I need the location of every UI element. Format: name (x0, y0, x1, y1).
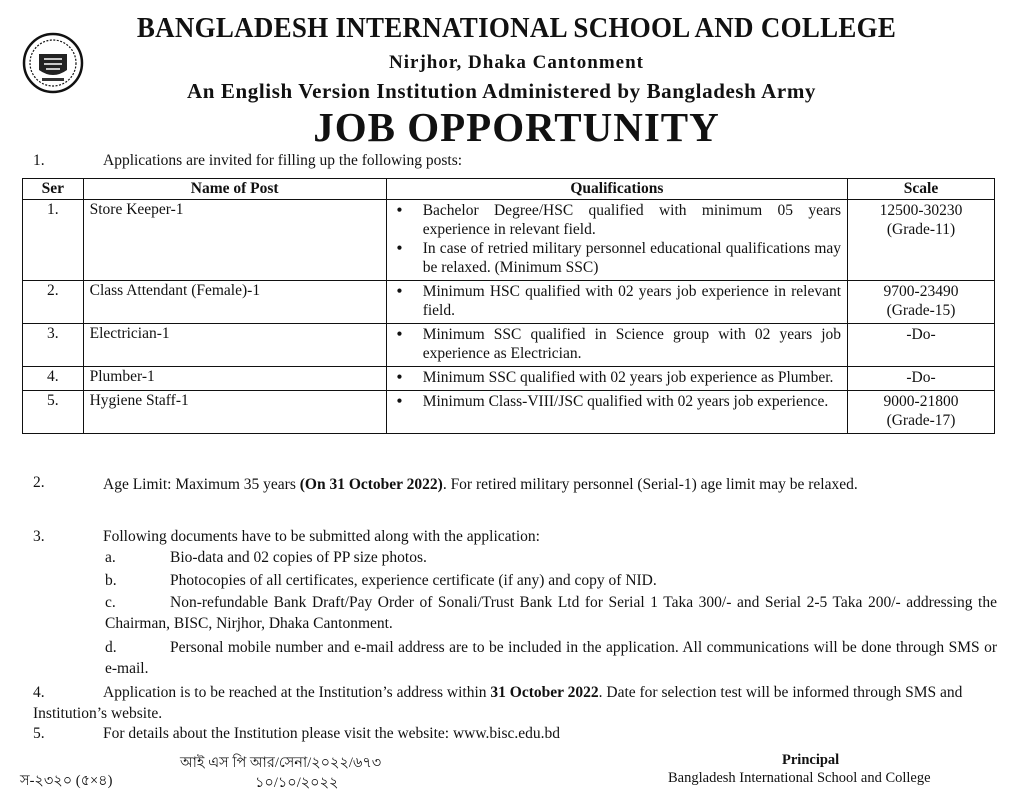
row-scale (848, 324, 995, 367)
signatory-title: Principal (782, 752, 840, 768)
school-name: BANGLADESH INTERNATIONAL SCHOOL AND COLLEGE (136, 12, 897, 44)
qualification-item: • Minimum Class-VIII/JSC qualified with 02 years job experience. (393, 392, 841, 411)
intro-text: Applications are invited for filling up the following posts: (103, 152, 463, 169)
table-header-row (23, 179, 995, 200)
scale-grade: (Grade-11) (886, 221, 956, 238)
age-limit-date: (On 31 October 2022) (299, 476, 443, 493)
ispr-reference: আই এস পি আর/সেনা/২০২২/৬৭৩ (180, 755, 382, 771)
scale-grade: (Grade-17) (886, 412, 956, 429)
row-post: Class Attendant (Female)-1 (83, 281, 386, 324)
doc-item-letter: a. (105, 549, 116, 566)
doc-item-text: Bio-data and 02 copies of PP size photos. (170, 549, 427, 566)
table-row (23, 391, 995, 434)
table-row (23, 200, 995, 281)
row-scale (848, 367, 995, 391)
age-limit-number: 2. (33, 474, 45, 491)
signatory-organization: Bangladesh International School and College (668, 770, 931, 786)
ad-date: ১০/১০/২০২২ (255, 775, 339, 791)
website-number: 5. (33, 725, 45, 742)
row-qualifications (386, 391, 847, 434)
row-ser: 3. (23, 324, 84, 367)
doc-item-letter: b. (105, 572, 117, 589)
header-ser: Ser (23, 179, 84, 200)
intro-number: 1. (33, 152, 45, 169)
row-ser: 1. (23, 200, 84, 281)
header-scale: Scale (848, 179, 995, 200)
row-qualifications (386, 200, 847, 281)
doc-item-letter: d. (105, 639, 117, 656)
school-subtitle: An English Version Institution Administered by Bangladesh Army (186, 79, 817, 103)
doc-item-d (105, 637, 997, 679)
documents-number: 3. (33, 528, 45, 545)
row-post: Store Keeper-1 (83, 200, 386, 281)
doc-item-text: Non-refundable Bank Draft/Pay Order of Sonali/Trust Bank Ltd for Serial 1 Taka 300/- and Serial 2-5 Taka 200/- addressing the Chairman, BISC, Nirjhor, Dhaka Cantonment. (105, 594, 997, 632)
table-row (23, 324, 995, 367)
row-post: Electrician-1 (83, 324, 386, 367)
row-post: Hygiene Staff-1 (83, 391, 386, 434)
application-deadline: 31 October 2022 (490, 684, 599, 701)
table-row (23, 367, 995, 391)
qualification-item: • In case of retried military personnel educational qualifications may be relaxed. (Minimum SSC) (393, 239, 841, 277)
website-text: For details about the Institution please visit the website: www.bisc.edu.bd (103, 725, 561, 742)
qualification-item: • Minimum HSC qualified with 02 years job experience in relevant field. (393, 282, 841, 320)
row-ser: 4. (23, 367, 84, 391)
qualification-item: • Minimum SSC qualified in Science group with 02 years job experience as Electrician. (393, 325, 841, 363)
row-scale (848, 391, 995, 434)
age-limit-note: . For retired military personnel (Serial-1) age limit may be relaxed. (442, 476, 858, 493)
application-number: 4. (33, 684, 45, 701)
school-location: Nirjhor, Dhaka Cantonment (389, 52, 644, 73)
age-limit-paragraph (103, 474, 998, 495)
ad-code: স-২৩২০ (৫×৪) (20, 773, 113, 789)
doc-item-letter: c. (105, 594, 116, 611)
header-post: Name of Post (83, 179, 386, 200)
row-ser: 2. (23, 281, 84, 324)
scale-range: 9000-21800 (883, 393, 959, 410)
doc-item-c (105, 592, 997, 634)
row-ser: 5. (23, 391, 84, 434)
age-limit-text: Age Limit: Maximum 35 years (103, 476, 300, 493)
row-qualifications (386, 324, 847, 367)
row-qualifications (386, 281, 847, 324)
row-scale (848, 200, 995, 281)
documents-heading: Following documents have to be submitted along with the application: (103, 528, 540, 545)
scale-range: 9700-23490 (883, 283, 959, 300)
row-scale (848, 281, 995, 324)
doc-item-text: Photocopies of all certificates, experience certificate (if any) and copy of NID. (170, 572, 657, 589)
doc-item-text: Personal mobile number and e-mail address are to be included in the application. All communications will be done through SMS or e-mail. (105, 639, 997, 677)
row-qualifications (386, 367, 847, 391)
table-row (23, 281, 995, 324)
page-title: JOB OPPORTUNITY (313, 104, 720, 150)
qualification-item: • Minimum SSC qualified with 02 years job experience as Plumber. (393, 368, 841, 387)
scale-range: 12500-30230 (879, 202, 963, 219)
application-paragraph (33, 682, 998, 724)
qualification-item: • Bachelor Degree/HSC qualified with minimum 05 years experience in relevant field. (393, 201, 841, 239)
application-note: . Date for selection test will be informed through SMS and Institution’s website. (33, 684, 963, 722)
header-qualifications: Qualifications (386, 179, 847, 200)
scale-range: -Do- (906, 326, 936, 343)
row-post: Plumber-1 (83, 367, 386, 391)
scale-grade: (Grade-15) (886, 302, 956, 319)
application-text: Application is to be reached at the Institution’s address within (103, 684, 491, 701)
posts-table (22, 178, 995, 434)
scale-range: -Do- (906, 369, 936, 386)
